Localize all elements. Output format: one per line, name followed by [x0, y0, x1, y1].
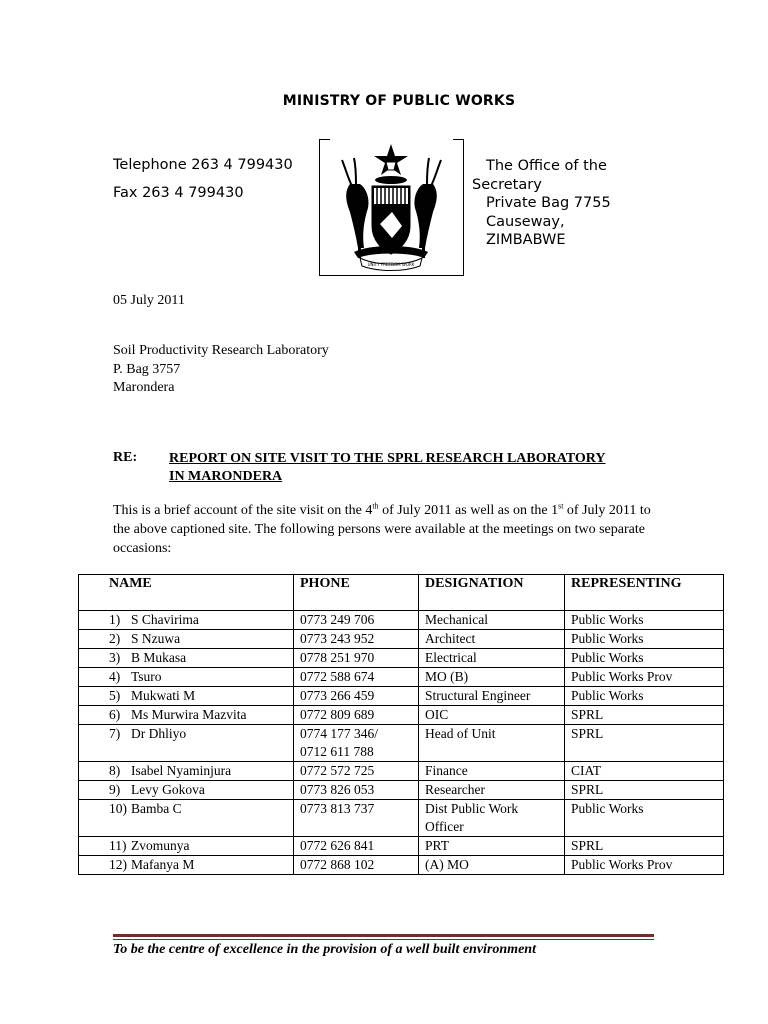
cell-name [79, 611, 294, 630]
table-row [79, 611, 724, 630]
table-row [79, 837, 724, 856]
row-number: 1) [109, 612, 121, 627]
phone-number: 0772 588 674 [300, 669, 375, 684]
cell-designation [419, 687, 565, 706]
cell-representing [565, 706, 724, 725]
cell-designation [419, 649, 565, 668]
fax-number: Fax 263 4 799430 [113, 185, 244, 201]
cell-name [79, 856, 294, 875]
phone-number: 0772 809 689 [300, 707, 375, 722]
row-number: 5) [109, 688, 121, 703]
person-name: Mukwati M [131, 688, 196, 703]
person-name: S Nzuwa [131, 631, 181, 646]
address-line: Secretary [472, 176, 542, 193]
cell-representing [565, 611, 724, 630]
table-row [79, 668, 724, 687]
phone-number-alt: 0712 611 788 [300, 744, 374, 759]
phone-number: 0772 626 841 [300, 838, 375, 853]
column-header-name: NAME [79, 575, 294, 611]
cell-name [79, 630, 294, 649]
phone-number: 0774 177 346/ [300, 726, 379, 741]
footer-divider-thin [113, 939, 654, 940]
cell-representing [565, 630, 724, 649]
cell-phone [294, 762, 419, 781]
cell-name [79, 837, 294, 856]
column-header-representing: REPRESENTING [565, 575, 724, 611]
representing: Public Works [571, 650, 644, 665]
representing: SPRL [571, 838, 604, 853]
cell-name [79, 762, 294, 781]
cell-representing [565, 762, 724, 781]
cell-phone [294, 725, 419, 762]
footer-motto: To be the centre of excellence in the provision of a well built environment [113, 942, 536, 957]
phone-number: 0773 266 459 [300, 688, 375, 703]
table-row [79, 781, 724, 800]
row-number: 11) [109, 838, 127, 853]
designation: Head of Unit [425, 726, 496, 741]
person-name: Zvomunya [131, 838, 190, 853]
cell-representing [565, 800, 724, 837]
representing: SPRL [571, 726, 604, 741]
person-name: Mafanya M [131, 857, 195, 872]
cell-representing [565, 837, 724, 856]
cell-representing [565, 687, 724, 706]
cell-name [79, 725, 294, 762]
phone-number: 0772 572 725 [300, 763, 375, 778]
cell-designation [419, 781, 565, 800]
cell-designation [419, 837, 565, 856]
ministry-title: MINISTRY OF PUBLIC WORKS [282, 93, 516, 109]
row-number: 3) [109, 650, 121, 665]
person-name: S Chavirima [131, 612, 199, 627]
table-row [79, 762, 724, 781]
recipient-address [113, 342, 329, 398]
designation: PRT [425, 838, 449, 853]
table-row [79, 800, 724, 837]
designation: Researcher [425, 782, 485, 797]
cell-phone [294, 687, 419, 706]
recipient-line: P. Bag 3757 [113, 361, 181, 377]
address-line: ZIMBABWE [486, 232, 566, 248]
address-line: Causeway, [486, 213, 565, 230]
row-number: 4) [109, 669, 121, 684]
person-name: Ms Murwira Mazvita [131, 707, 247, 722]
phone-number: 0778 251 970 [300, 650, 375, 665]
re-label: RE: [113, 450, 138, 465]
person-name: Bamba C [131, 801, 182, 816]
representing: Public Works Prov [571, 857, 673, 872]
cell-designation [419, 630, 565, 649]
designation: Electrical [425, 650, 477, 665]
cell-designation [419, 706, 565, 725]
person-name: Tsuro [131, 669, 162, 684]
designation: Mechanical [425, 612, 488, 627]
attendees-table [78, 574, 724, 875]
cell-designation [419, 800, 565, 837]
cell-phone [294, 668, 419, 687]
cell-phone [294, 630, 419, 649]
cell-name [79, 668, 294, 687]
representing: SPRL [571, 782, 604, 797]
cell-designation [419, 668, 565, 687]
column-header-designation: DESIGNATION [419, 575, 565, 611]
table-header-row [79, 575, 724, 611]
cell-phone [294, 781, 419, 800]
letter-date: 05 July 2011 [113, 293, 185, 308]
telephone-number: Telephone 263 4 799430 [113, 157, 293, 173]
cell-phone [294, 856, 419, 875]
row-number: 8) [109, 763, 121, 778]
subject-line-2: IN MARONDERA [169, 469, 283, 484]
table-row [79, 630, 724, 649]
representing: Public Works [571, 631, 644, 646]
cell-name [79, 649, 294, 668]
cell-designation [419, 762, 565, 781]
row-number: 12) [109, 857, 127, 872]
intro-paragraph: This is a brief account of the site visit on the 4th of July 2011 as well as on the 1st of July 2011 to the above captioned site. The following persons were available at the meetings on two separate occasions: [113, 501, 651, 556]
table-row [79, 856, 724, 875]
row-number: 6) [109, 707, 121, 722]
row-number: 9) [109, 782, 121, 797]
designation: MO (B) [425, 669, 469, 684]
designation-cont: Officer [425, 819, 464, 834]
representing: SPRL [571, 707, 604, 722]
table-row [79, 649, 724, 668]
cell-designation [419, 611, 565, 630]
column-header-phone: PHONE [294, 575, 419, 611]
cell-name [79, 800, 294, 837]
representing: Public Works [571, 612, 644, 627]
office-address [472, 157, 672, 250]
designation: Architect [425, 631, 476, 646]
person-name: B Mukasa [131, 650, 187, 665]
recipient-line: Soil Productivity Research Laboratory [113, 343, 329, 358]
subject-line [169, 450, 669, 486]
person-name: Dr Dhliyo [131, 726, 187, 741]
table-row [79, 706, 724, 725]
phone-number: 0772 868 102 [300, 857, 375, 872]
phone-number: 0773 249 706 [300, 612, 375, 627]
row-number: 2) [109, 631, 121, 646]
phone-number: 0773 813 737 [300, 801, 375, 816]
cell-phone [294, 611, 419, 630]
cell-representing [565, 781, 724, 800]
crest-motto: UNITY FREEDOM WORK [367, 262, 415, 267]
designation: Structural Engineer [425, 688, 531, 703]
coat-of-arms-icon [320, 140, 463, 274]
representing: Public Works [571, 688, 644, 703]
cell-designation [419, 725, 565, 762]
cell-name [79, 687, 294, 706]
cell-designation [419, 856, 565, 875]
representing: CIAT [571, 763, 601, 778]
footer-divider [113, 934, 654, 937]
cell-representing [565, 725, 724, 762]
cell-representing [565, 649, 724, 668]
table-row [79, 725, 724, 762]
cell-phone [294, 800, 419, 837]
representing: Public Works [571, 801, 644, 816]
designation: Finance [425, 763, 468, 778]
representing: Public Works Prov [571, 669, 673, 684]
cell-representing [565, 668, 724, 687]
cell-phone [294, 706, 419, 725]
cell-representing [565, 856, 724, 875]
cell-name [79, 781, 294, 800]
person-name: Isabel Nyaminjura [131, 763, 232, 778]
person-name: Levy Gokova [131, 782, 205, 797]
designation: (A) MO [425, 857, 469, 872]
coat-of-arms-frame [319, 140, 464, 276]
row-number: 7) [109, 726, 121, 741]
table-row [79, 687, 724, 706]
row-number: 10) [109, 801, 127, 816]
phone-number: 0773 243 952 [300, 631, 375, 646]
cell-phone [294, 649, 419, 668]
designation: Dist Public Work [425, 801, 519, 816]
designation: OIC [425, 707, 449, 722]
subject-line-1: REPORT ON SITE VISIT TO THE SPRL RESEARCH LABORATORY [169, 451, 606, 466]
recipient-line: Marondera [113, 380, 175, 395]
address-line: Private Bag 7755 [486, 195, 611, 211]
address-line: The Office of the [486, 158, 607, 174]
cell-phone [294, 837, 419, 856]
cell-name [79, 706, 294, 725]
phone-number: 0773 826 053 [300, 782, 375, 797]
